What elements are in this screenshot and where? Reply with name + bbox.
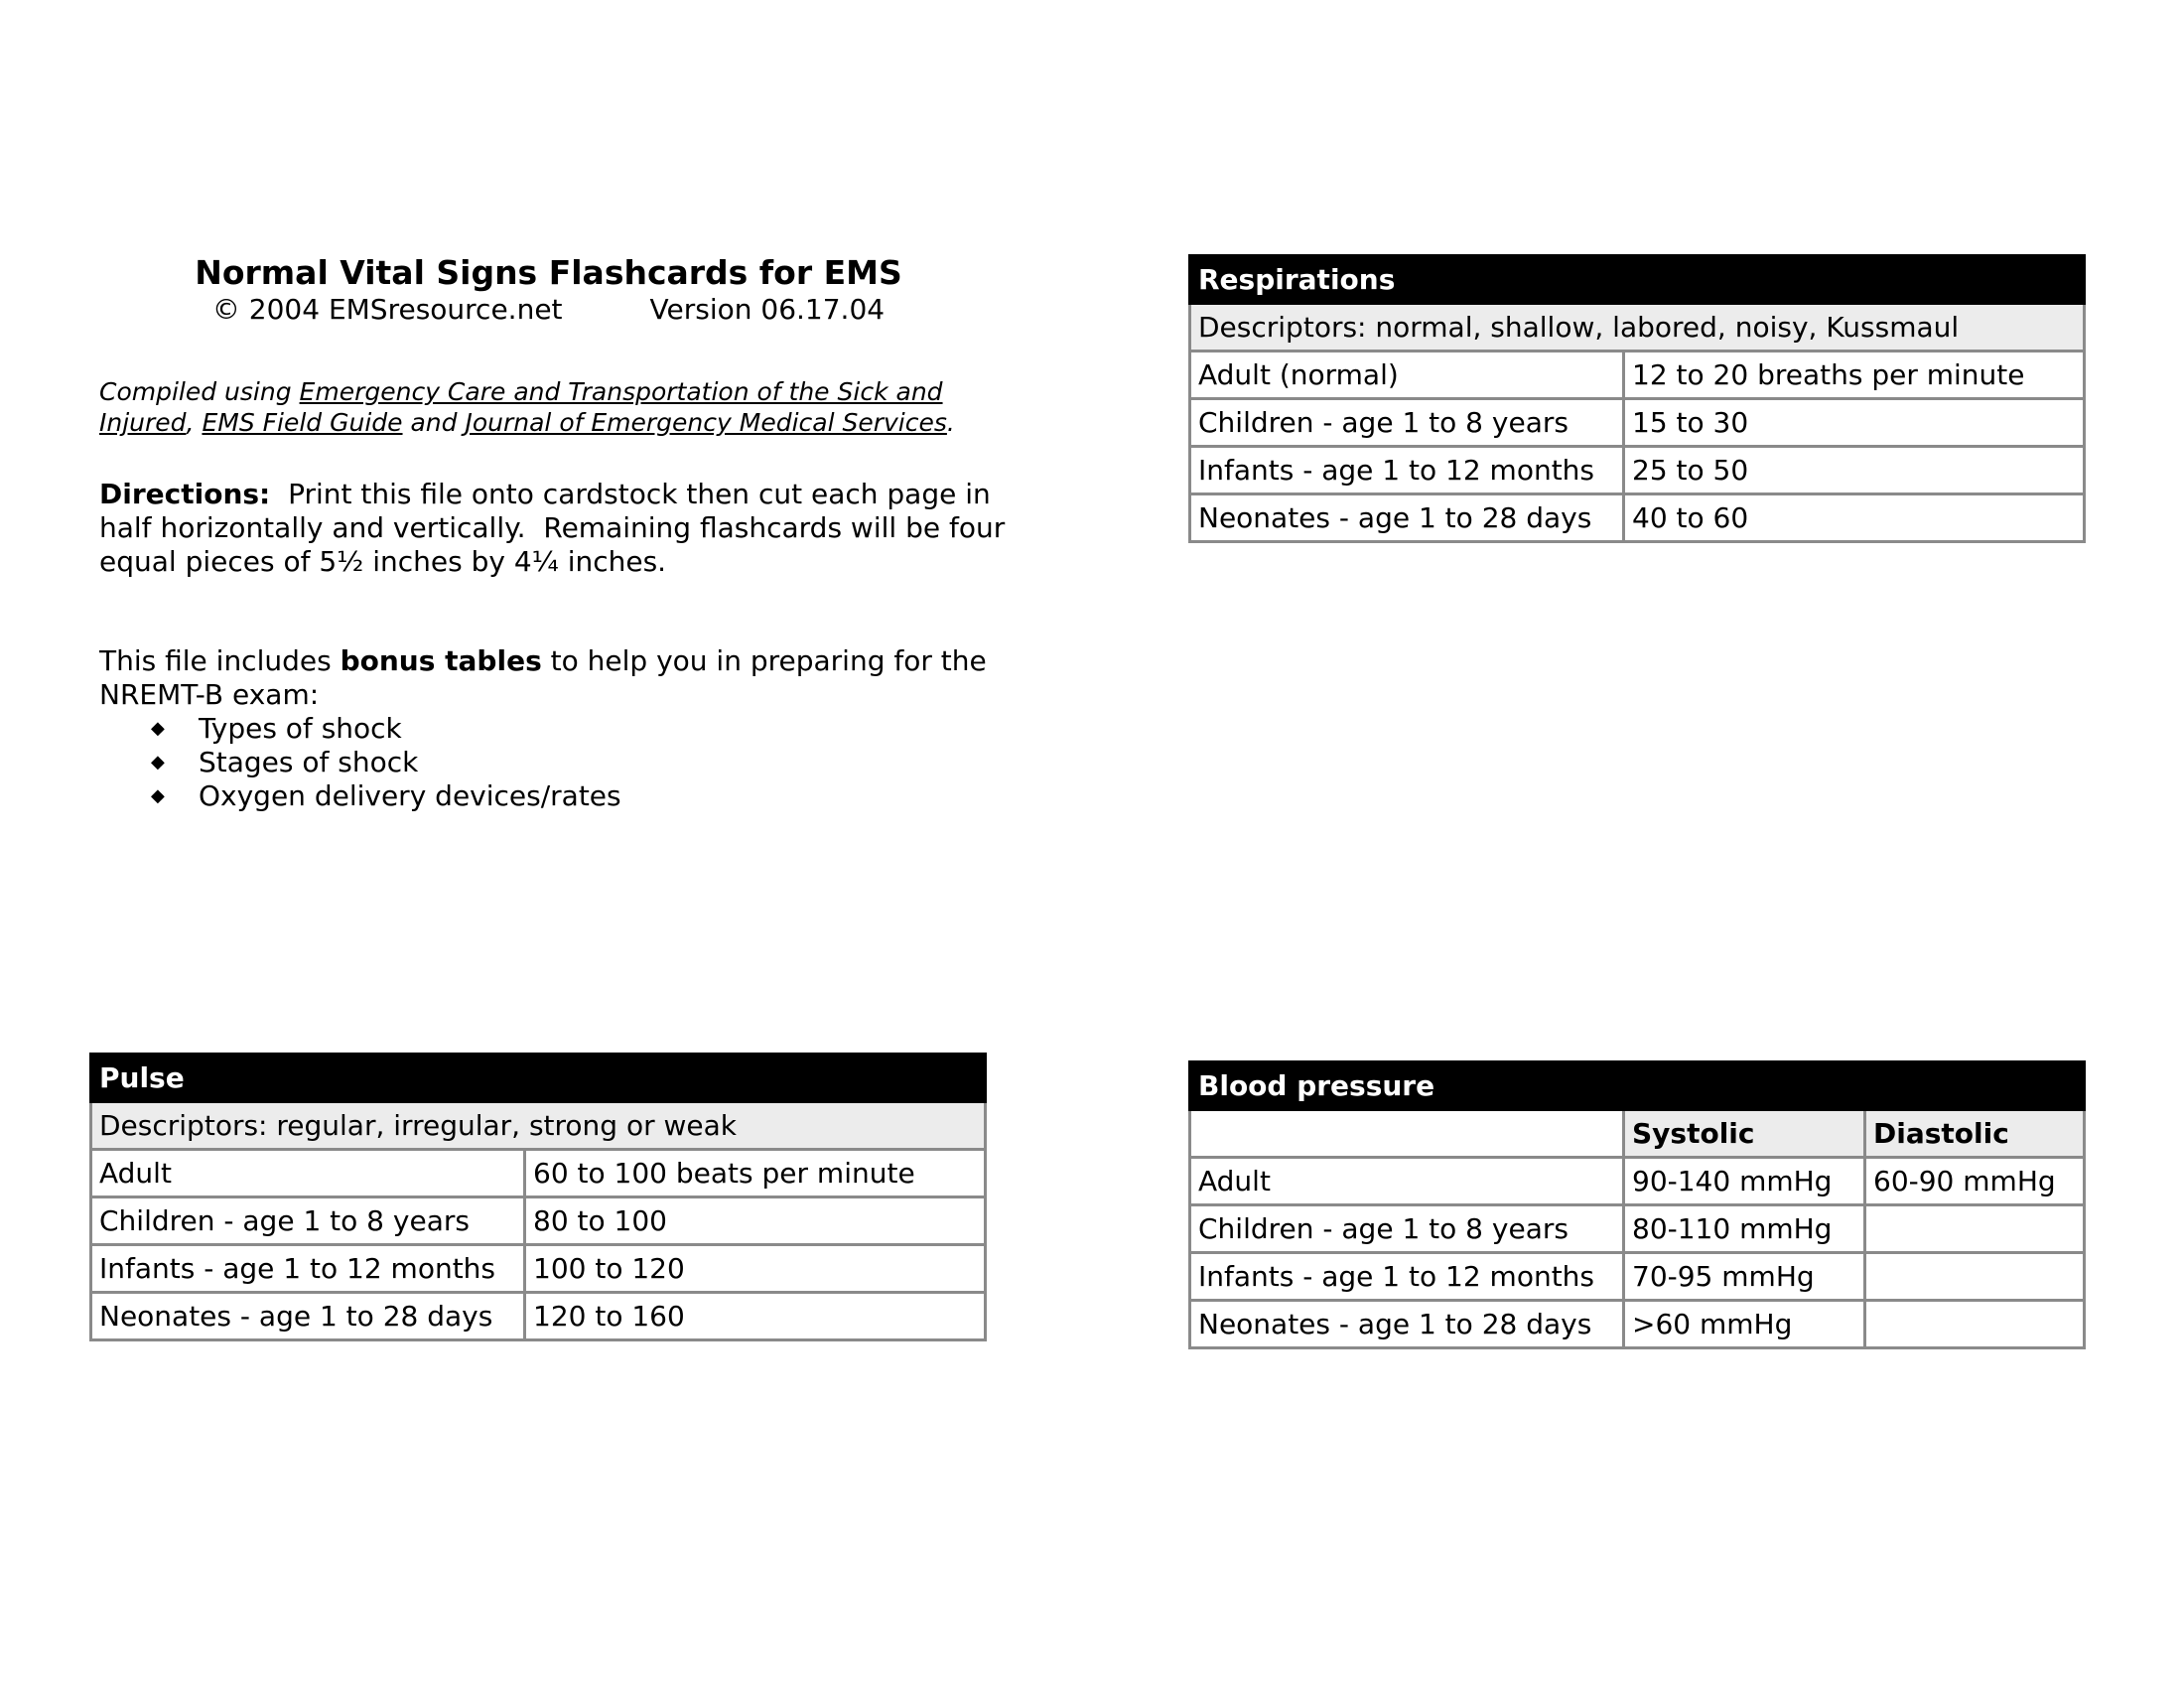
table-row <box>1190 304 2085 352</box>
table-cell-systolic: 90-140 mmHg <box>1624 1158 1865 1205</box>
pulse-table <box>89 1053 987 1341</box>
list-item-text: Oxygen delivery devices/rates <box>199 779 621 812</box>
directions-paragraph <box>99 478 1013 579</box>
page-title: Normal Vital Signs Flashcards for EMS <box>195 253 902 292</box>
directions-label: Directions: <box>99 478 271 510</box>
table-row <box>91 1245 986 1293</box>
diamond-bullet-icon: ◆ <box>151 718 165 739</box>
bonus-list <box>99 712 1013 813</box>
table-cell-value: 100 to 120 <box>525 1245 986 1293</box>
table-column-header-row <box>1190 1110 2085 1158</box>
table-cell-diastolic <box>1865 1253 2085 1301</box>
table-cell-value: 25 to 50 <box>1624 447 2085 494</box>
list-item <box>151 746 1013 779</box>
table-cell-value: 12 to 20 breaths per minute <box>1624 352 2085 399</box>
title-block <box>84 253 1013 327</box>
table-row <box>91 1197 986 1245</box>
list-item <box>151 779 1013 813</box>
source-emergency-care: Emergency Care and Transportation of the Sick and Injured <box>99 377 943 437</box>
table-cell-label: Neonates - age 1 to 28 days <box>1190 1301 1624 1348</box>
table-cell-systolic: >60 mmHg <box>1624 1301 1865 1348</box>
source-separator: , <box>186 408 203 437</box>
table-header-row <box>91 1055 986 1102</box>
list-item-text: Stages of shock <box>199 746 419 778</box>
blood-pressure-title: Blood pressure <box>1190 1062 2085 1110</box>
diamond-bullet-icon: ◆ <box>151 785 165 806</box>
table-header-row <box>1190 1062 2085 1110</box>
table-cell-value: 120 to 160 <box>525 1293 986 1340</box>
table-cell-systolic: 70-95 mmHg <box>1624 1253 1865 1301</box>
table-cell-diastolic: 60-90 mmHg <box>1865 1158 2085 1205</box>
source-suffix: . <box>946 408 955 437</box>
table-header-row <box>1190 256 2085 304</box>
bonus-paragraph <box>99 644 1013 712</box>
table-cell-label: Adult <box>91 1150 525 1197</box>
directions-text: Print this file onto cardstock then cut each page in half horizontally and vertically. Remaining flashcards will be four equal pieces of 5½ inches by 4¼ inches. <box>99 478 1015 578</box>
table-cell-label: Neonates - age 1 to 28 days <box>1190 494 1624 542</box>
table-cell-label: Adult (normal) <box>1190 352 1624 399</box>
compiled-prefix: Compiled using <box>99 377 300 406</box>
table-row <box>91 1150 986 1197</box>
list-item-text: Types of shock <box>199 712 402 745</box>
table-row <box>91 1293 986 1340</box>
table-row <box>1190 1253 2085 1301</box>
table-row <box>1190 352 2085 399</box>
table-cell-systolic: 80-110 mmHg <box>1624 1205 1865 1253</box>
table-cell-value: 80 to 100 <box>525 1197 986 1245</box>
blood-pressure-table <box>1188 1060 2086 1349</box>
column-header-empty <box>1190 1110 1624 1158</box>
bonus-suffix: to help you in preparing for the NREMT-B exam: <box>99 644 996 711</box>
table-cell-label: Infants - age 1 to 12 months <box>1190 1253 1624 1301</box>
pulse-descriptors: Descriptors: regular, irregular, strong or weak <box>91 1102 986 1150</box>
table-cell-value: 40 to 60 <box>1624 494 2085 542</box>
table-row <box>1190 399 2085 447</box>
bonus-bold: bonus tables <box>340 644 542 677</box>
subtitle-line <box>84 293 1013 327</box>
source-ems-field-guide: EMS Field Guide <box>202 408 403 437</box>
table-cell-label: Children - age 1 to 8 years <box>91 1197 525 1245</box>
column-header-systolic: Systolic <box>1624 1110 1865 1158</box>
respirations-table <box>1188 254 2086 543</box>
respirations-descriptors: Descriptors: normal, shallow, labored, noisy, Kussmaul <box>1190 304 2085 352</box>
table-cell-label: Neonates - age 1 to 28 days <box>91 1293 525 1340</box>
table-cell-label: Children - age 1 to 8 years <box>1190 399 1624 447</box>
table-cell-diastolic <box>1865 1205 2085 1253</box>
table-cell-label: Infants - age 1 to 12 months <box>91 1245 525 1293</box>
version-text: Version 06.17.04 <box>649 293 886 326</box>
table-row <box>91 1102 986 1150</box>
table-cell-diastolic <box>1865 1301 2085 1348</box>
table-row <box>1190 494 2085 542</box>
bonus-prefix: This file includes <box>99 644 341 677</box>
pulse-title: Pulse <box>91 1055 986 1102</box>
table-cell-label: Children - age 1 to 8 years <box>1190 1205 1624 1253</box>
table-cell-value: 15 to 30 <box>1624 399 2085 447</box>
table-row <box>1190 447 2085 494</box>
copyright-text: © 2004 EMSresource.net <box>211 293 563 326</box>
table-row <box>1190 1205 2085 1253</box>
table-row <box>1190 1158 2085 1205</box>
table-cell-value: 60 to 100 beats per minute <box>525 1150 986 1197</box>
source-jems: Journal of Emergency Medical Services <box>465 408 947 437</box>
table-row <box>1190 1301 2085 1348</box>
table-cell-label: Infants - age 1 to 12 months <box>1190 447 1624 494</box>
column-header-diastolic: Diastolic <box>1865 1110 2085 1158</box>
list-item <box>151 712 1013 746</box>
intro-card <box>99 253 1013 813</box>
respirations-title: Respirations <box>1190 256 2085 304</box>
table-cell-label: Adult <box>1190 1158 1624 1205</box>
diamond-bullet-icon: ◆ <box>151 752 165 773</box>
compiled-sources <box>99 376 1013 438</box>
source-separator: and <box>402 408 466 437</box>
